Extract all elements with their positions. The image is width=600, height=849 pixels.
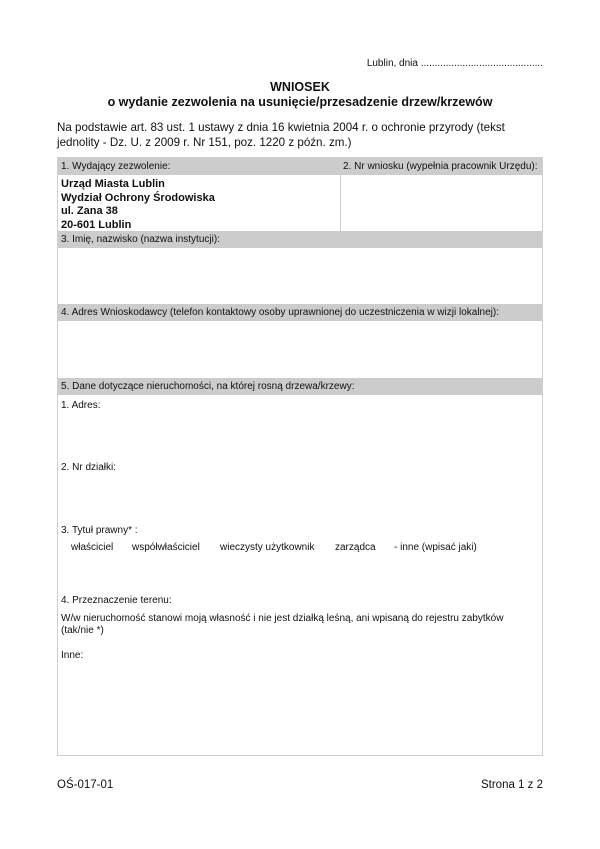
application-form	[57, 157, 543, 756]
issuer-line: ul. Zana 38	[61, 205, 118, 217]
ownership-statement-yes-no: (tak/nie *)	[61, 625, 104, 636]
page-number: Strona 1 z 2	[480, 779, 543, 791]
legal-title-label: 3. Tytuł prawny* :	[61, 525, 138, 536]
address-label: 1. Adres:	[61, 400, 101, 411]
plot-number-label: 2. Nr działki:	[61, 462, 117, 473]
issuer-address	[61, 178, 215, 232]
column-divider	[340, 158, 341, 232]
other-label: Inne:	[61, 650, 84, 661]
option-administrator[interactable]: zarządca	[335, 542, 376, 553]
option-perpetual-user[interactable]: wieczysty użytkownik	[220, 542, 315, 553]
application-number-label: 2. Nr wniosku (wypełnia pracownik Urzędu):	[343, 161, 538, 172]
date-line: Lublin, dnia ............................................	[366, 58, 543, 69]
issuer-label: 1. Wydający zezwolenie:	[61, 161, 171, 172]
section-3-header: 3. Imię, nazwisko (nazwa instytucji):	[58, 231, 542, 248]
section-5-header: 5. Dane dotyczące nieruchomości, na której rosną drzewa/krzewy:	[58, 378, 542, 395]
option-co-owner[interactable]: współwłaściciel	[132, 542, 200, 553]
form-code: OŚ-017-01	[57, 779, 114, 791]
ownership-statement: W/w nieruchomość stanowi moją własność i nie jest działką leśną, ani wpisaną do rejestru zabytków	[61, 613, 504, 624]
issuer-line: Wydział Ochrony Środowiska	[61, 191, 215, 204]
option-owner[interactable]: właściciel	[71, 542, 114, 553]
document-title: WNIOSEK	[270, 80, 330, 94]
document-subtitle: o wydanie zezwolenia na usunięcie/przesadzenie drzew/krzewów	[107, 95, 493, 109]
option-other[interactable]: - inne (wpisać jaki)	[394, 542, 477, 553]
legal-basis: Na podstawie art. 83 ust. 1 ustawy z dnia 16 kwietnia 2004 r. o ochronie przyrody (tekst jednolity - Dz. U. z 2009 r. Nr 151, poz. 1220 z późn. zm.)	[57, 121, 505, 149]
section-4-header: 4. Adres Wnioskodawcy (telefon kontaktowy osoby uprawnionej do uczestniczenia w wizji lokalnej):	[58, 304, 542, 321]
issuer-line: Urząd Miasta Lublin	[61, 178, 165, 190]
land-use-label: 4. Przeznaczenie terenu:	[61, 595, 172, 606]
issuer-line: 20-601 Lublin	[61, 218, 132, 231]
